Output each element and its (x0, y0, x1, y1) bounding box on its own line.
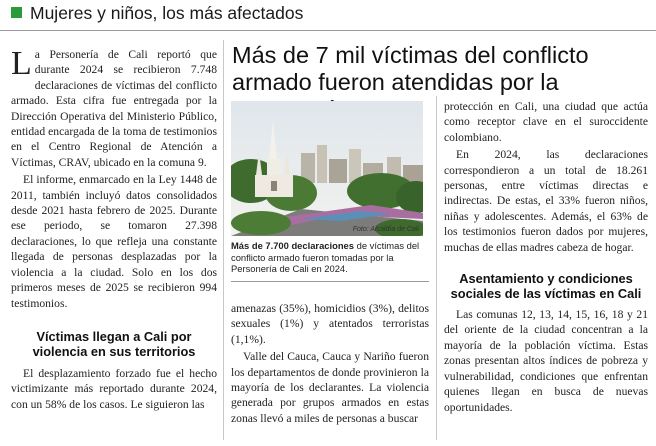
middle-column (231, 301, 429, 426)
right-paragraph-2: En 2024, las declaraciones correspondieron a un total de 18.261 personas, entre víctimas directas e indirectas. De estas, el 33% fueron niños, niñas y adolescentes. Además, el 63% de los testimonios fueron dados por mujeres, muchas de ellas madres cabeza de hogar. (444, 148, 648, 254)
section-title: Mujeres y niños, los más afectados (30, 3, 304, 23)
column-divider-right (436, 96, 437, 440)
caption-divider (231, 281, 429, 282)
photo-credit: Foto: Alcaldía de Cali (352, 226, 419, 233)
drop-cap: L (11, 45, 32, 82)
right-paragraph-3: Las comunas 12, 13, 14, 15, 16, 18 y 21 del oriente de la ciudad concentran a la mayoría de la población víctima. Estas zonas presentan altos índices de pobreza y vulnerabilidad, condiciones que enfrentan quienes llegan en busca de nuevas oportunidades. (444, 308, 648, 414)
left-paragraph-2: El informe, enmarcado en la Ley 1448 de 2011, también incluyó datos consolidados desde 2021 hasta febrero de 2025. Durante ese periodo, se tomaron 27.398 declaraciones, lo que refleja una constante llegada de personas desplazadas por la violencia a la ciudad. Solo en los dos primeros meses de 2025 se recibieron 994 testimonios. (11, 173, 217, 310)
right-column (444, 99, 648, 415)
section-marker-icon (11, 7, 22, 18)
middle-paragraph-1: amenazas (35%), homicidios (3%), delitos sexuales (1%) y atentados terroristas (1,1%). (231, 302, 429, 346)
left-paragraph-1-text: a Personería de Cali reportó que durante 2024 se recibieron 7.748 declaraciones de víctimas del conflicto armado. Esta cifra fue entregada por la Dirección Operativa del Ministerio Público, entidad encargada de la toma de testimonios en el Centro Regional de Atención a Víctimas, CRAV, ubicado en la comuna 9. (11, 48, 217, 169)
section-divider (0, 30, 656, 31)
photo-caption-bold: Más de 7.700 declaraciones (231, 240, 354, 251)
left-column (11, 47, 217, 412)
photo-caption (231, 240, 427, 275)
column-divider-left (223, 40, 224, 440)
section-header (0, 0, 656, 30)
article-photo (231, 101, 423, 236)
article-headline: Más de 7 mil víctimas del conflicto armado fueron atendidas por la (232, 42, 589, 95)
middle-paragraph-2: Valle del Cauca, Cauca y Nariño fueron los departamentos de donde provinieron la mayoría de los declarantes. La violencia generada por grupos armados en estas zonas llevó a miles de personas a buscar (231, 350, 429, 425)
left-subheading: Víctimas llegan a Cali por violencia en sus territorios (32, 328, 196, 359)
right-subheading: Asentamiento y condiciones sociales de las víctimas en Cali (450, 271, 642, 302)
left-paragraph-3: El desplazamiento forzado fue el hecho victimizante más reportado durante 2024, con un 58% de los casos. Le siguieron las (11, 366, 217, 411)
right-paragraph-1: protección en Cali, una ciudad que actúa como receptor clave en el suroccidente colombiano. (444, 100, 648, 144)
church-cityscape-image (231, 101, 423, 236)
left-paragraph-1 (11, 47, 217, 170)
photo-caption-text: de víctimas del conflicto armado fueron tomadas por la Personería de Cali en 2024. (231, 240, 420, 275)
